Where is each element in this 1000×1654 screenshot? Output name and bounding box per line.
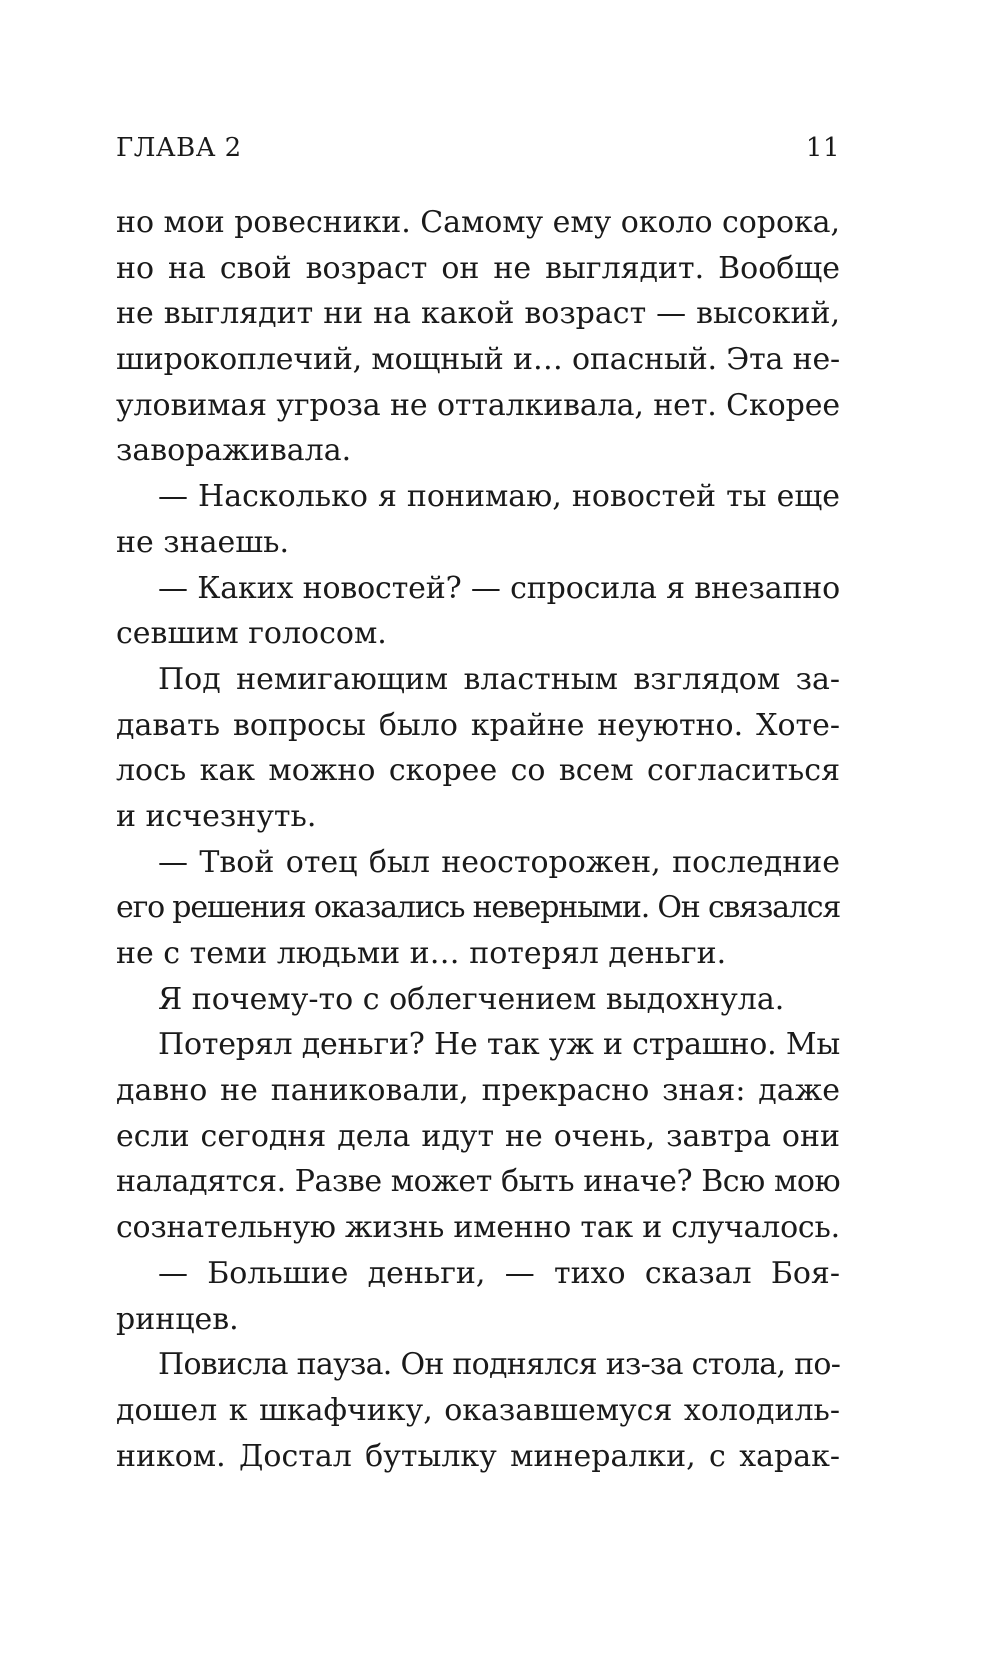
text-line: севшим голосом. [116,616,387,652]
text-line: не с теми людьми и… потерял деньги. [116,936,727,971]
text-line: Потерял деньги? Не так уж и страшно. Мы [158,1027,841,1063]
text-line: сознательную жизнь именно так и случалось. [116,1210,840,1246]
text-line: и исчезнуть. [116,798,317,834]
text-line: давно не паниковали, прекрасно зная: даже [116,1073,840,1109]
text-line: лось как можно скорее со всем согласиться [116,753,840,789]
text-line: но на свой возраст он не выглядит. Вообще [116,250,840,286]
text-line: уловимая угроза не отталкивала, нет. Скорее [116,387,840,423]
text-line: ринцев. [116,1301,239,1337]
text-line: наладятся. Разве может быть иначе? Всю мою [116,1164,841,1200]
text-line: не выглядит ни на какой возраст — высокий, [116,296,840,332]
text-line: его решения оказались неверными. Он связался [116,890,841,926]
text-line: дошел к шкафчику, оказавшемуся холодиль- [116,1392,840,1428]
text-line: но мои ровесники. Самому ему около сорока, [116,205,840,240]
text-line: завораживала. [116,433,352,469]
text-line: ником. Достал бутылку минералки, с харак- [116,1438,840,1474]
text-line: не знаешь. [116,524,290,560]
text-line: Повисла пауза. Он поднялся из-за стола, по- [158,1347,841,1383]
page-number: 11 [805,133,840,163]
text-line: — Большие деньги, — тихо сказал Боя- [158,1255,840,1291]
text-line: Под немигающим властным взглядом за- [158,661,840,697]
text-line: Я почему-то с облегчением выдохнула. [158,981,785,1017]
text-line: — Твой отец был неосторожен, последние [158,844,840,880]
text-line: широкоплечий, мощный и… опасный. Эта не- [116,342,841,378]
text-line: — Насколько я понимаю, новостей ты еще [158,479,840,515]
text-line: давать вопросы было крайне неуютно. Хоте- [116,707,840,743]
text-line: если сегодня дела идут не очень, завтра они [116,1118,840,1154]
chapter-title: ГЛАВА 2 [116,133,242,163]
body-text [116,200,840,1479]
running-head [116,128,840,168]
text-line: — Каких новостей? — спросила я внезапно [158,570,841,606]
